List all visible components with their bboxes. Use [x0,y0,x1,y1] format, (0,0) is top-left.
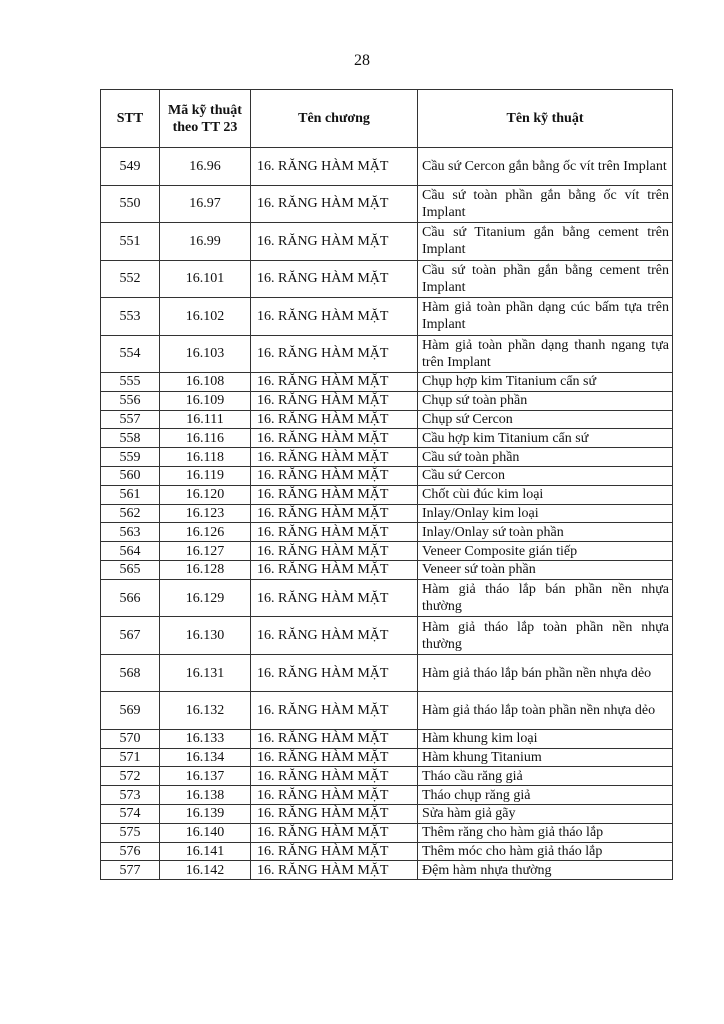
cell-code: 16.141 [160,842,251,861]
cell-chapter: 16. RĂNG HÀM MẶT [251,335,418,373]
cell-stt: 573 [101,786,160,805]
cell-code: 16.102 [160,298,251,336]
cell-code: 16.126 [160,523,251,542]
table-row [101,579,673,617]
cell-technique: Veneer Composite gián tiếp [418,542,673,561]
cell-chapter: 16. RĂNG HÀM MẶT [251,748,418,767]
cell-stt: 566 [101,579,160,617]
cell-chapter: 16. RĂNG HÀM MẶT [251,560,418,579]
cell-code: 16.138 [160,786,251,805]
cell-code: 16.111 [160,410,251,429]
cell-code: 16.108 [160,373,251,392]
cell-technique: Chốt cùi đúc kim loại [418,485,673,504]
cell-stt: 563 [101,523,160,542]
cell-stt: 552 [101,260,160,298]
cell-chapter: 16. RĂNG HÀM MẶT [251,373,418,392]
cell-code: 16.129 [160,579,251,617]
table-row [101,223,673,261]
table-row [101,504,673,523]
cell-technique: Cầu sứ Cercon gắn bằng ốc vít trên Implant [418,148,673,186]
cell-stt: 555 [101,373,160,392]
table-row [101,823,673,842]
cell-chapter: 16. RĂNG HÀM MẶT [251,692,418,730]
cell-technique: Inlay/Onlay kim loại [418,504,673,523]
cell-technique: Cầu sứ Cercon [418,466,673,485]
procedure-table [100,89,673,880]
table-header-row [101,90,673,148]
cell-technique: Sửa hàm giả gãy [418,804,673,823]
cell-chapter: 16. RĂNG HÀM MẶT [251,654,418,692]
table-row [101,485,673,504]
table-row [101,466,673,485]
cell-technique: Thêm răng cho hàm giả tháo lắp [418,823,673,842]
cell-chapter: 16. RĂNG HÀM MẶT [251,260,418,298]
cell-chapter: 16. RĂNG HÀM MẶT [251,804,418,823]
cell-technique: Hàm giả tháo lắp toàn phần nền nhựa dẻo [418,692,673,730]
cell-stt: 571 [101,748,160,767]
cell-code: 16.119 [160,466,251,485]
table-row [101,298,673,336]
cell-stt: 575 [101,823,160,842]
table-row [101,335,673,373]
cell-chapter: 16. RĂNG HÀM MẶT [251,148,418,186]
table-row [101,260,673,298]
header-chapter: Tên chương [251,90,418,148]
cell-technique: Hàm giả toàn phần dạng thanh ngang tựa trên Implant [418,335,673,373]
cell-chapter: 16. RĂNG HÀM MẶT [251,542,418,561]
table-row [101,748,673,767]
cell-stt: 568 [101,654,160,692]
cell-chapter: 16. RĂNG HÀM MẶT [251,861,418,880]
cell-technique: Hàm giả tháo lắp toàn phần nền nhựa thường [418,617,673,655]
cell-technique: Hàm giả toàn phần dạng cúc bấm tựa trên Implant [418,298,673,336]
table-row [101,448,673,467]
cell-code: 16.134 [160,748,251,767]
table-row [101,804,673,823]
cell-code: 16.101 [160,260,251,298]
cell-chapter: 16. RĂNG HÀM MẶT [251,786,418,805]
cell-stt: 553 [101,298,160,336]
table-row [101,560,673,579]
cell-stt: 562 [101,504,160,523]
cell-chapter: 16. RĂNG HÀM MẶT [251,448,418,467]
table-row [101,429,673,448]
cell-code: 16.131 [160,654,251,692]
table-row [101,391,673,410]
cell-technique: Hàm khung Titanium [418,748,673,767]
cell-technique: Hàm giả tháo lắp bán phần nền nhựa thường [418,579,673,617]
cell-stt: 558 [101,429,160,448]
cell-code: 16.140 [160,823,251,842]
cell-technique: Veneer sứ toàn phần [418,560,673,579]
cell-chapter: 16. RĂNG HÀM MẶT [251,523,418,542]
cell-technique: Tháo cầu răng giả [418,767,673,786]
header-stt: STT [101,90,160,148]
cell-code: 16.109 [160,391,251,410]
cell-stt: 574 [101,804,160,823]
cell-code: 16.130 [160,617,251,655]
cell-technique: Inlay/Onlay sứ toàn phần [418,523,673,542]
cell-technique: Cầu sứ toàn phần [418,448,673,467]
cell-chapter: 16. RĂNG HÀM MẶT [251,767,418,786]
cell-technique: Chụp sứ toàn phần [418,391,673,410]
table-row [101,729,673,748]
cell-stt: 577 [101,861,160,880]
cell-code: 16.137 [160,767,251,786]
cell-code: 16.139 [160,804,251,823]
cell-stt: 549 [101,148,160,186]
table-row [101,767,673,786]
table-row [101,861,673,880]
cell-chapter: 16. RĂNG HÀM MẶT [251,485,418,504]
cell-code: 16.142 [160,861,251,880]
cell-stt: 551 [101,223,160,261]
header-technique: Tên kỹ thuật [418,90,673,148]
table-row [101,692,673,730]
table-row [101,654,673,692]
cell-code: 16.96 [160,148,251,186]
cell-technique: Thêm móc cho hàm giả tháo lắp [418,842,673,861]
cell-chapter: 16. RĂNG HÀM MẶT [251,579,418,617]
cell-stt: 576 [101,842,160,861]
cell-stt: 567 [101,617,160,655]
table-row [101,185,673,223]
cell-technique: Hàm khung kim loại [418,729,673,748]
cell-code: 16.99 [160,223,251,261]
cell-code: 16.120 [160,485,251,504]
cell-code: 16.133 [160,729,251,748]
cell-chapter: 16. RĂNG HÀM MẶT [251,823,418,842]
cell-technique: Chụp sứ Cercon [418,410,673,429]
header-code: Mã kỹ thuật theo TT 23 [160,90,251,148]
cell-technique: Chụp hợp kim Titanium cẩn sứ [418,373,673,392]
page-number: 28 [354,52,370,69]
cell-code: 16.118 [160,448,251,467]
table-row [101,523,673,542]
cell-code: 16.128 [160,560,251,579]
cell-chapter: 16. RĂNG HÀM MẶT [251,410,418,429]
cell-stt: 570 [101,729,160,748]
cell-chapter: 16. RĂNG HÀM MẶT [251,223,418,261]
table-row [101,148,673,186]
cell-chapter: 16. RĂNG HÀM MẶT [251,429,418,448]
cell-stt: 554 [101,335,160,373]
cell-technique: Tháo chụp răng giả [418,786,673,805]
cell-technique: Đệm hàm nhựa thường [418,861,673,880]
cell-chapter: 16. RĂNG HÀM MẶT [251,298,418,336]
cell-technique: Cầu sứ toàn phần gắn bằng cement trên Implant [418,260,673,298]
cell-technique: Cầu sứ Titanium gắn bằng cement trên Implant [418,223,673,261]
table-row [101,786,673,805]
cell-technique: Cầu hợp kim Titanium cẩn sứ [418,429,673,448]
cell-stt: 557 [101,410,160,429]
cell-code: 16.103 [160,335,251,373]
cell-stt: 559 [101,448,160,467]
cell-chapter: 16. RĂNG HÀM MẶT [251,466,418,485]
cell-chapter: 16. RĂNG HÀM MẶT [251,842,418,861]
cell-stt: 550 [101,185,160,223]
table-row [101,373,673,392]
cell-stt: 560 [101,466,160,485]
cell-stt: 561 [101,485,160,504]
cell-technique: Cầu sứ toàn phần gắn bằng ốc vít trên Implant [418,185,673,223]
cell-stt: 564 [101,542,160,561]
cell-chapter: 16. RĂNG HÀM MẶT [251,617,418,655]
cell-stt: 572 [101,767,160,786]
cell-stt: 565 [101,560,160,579]
cell-code: 16.132 [160,692,251,730]
cell-code: 16.127 [160,542,251,561]
cell-chapter: 16. RĂNG HÀM MẶT [251,391,418,410]
table-body [101,148,673,880]
table-row [101,842,673,861]
table-row [101,617,673,655]
cell-stt: 556 [101,391,160,410]
cell-code: 16.123 [160,504,251,523]
table-row [101,542,673,561]
table-row [101,410,673,429]
cell-chapter: 16. RĂNG HÀM MẶT [251,504,418,523]
cell-technique: Hàm giả tháo lắp bán phần nền nhựa dẻo [418,654,673,692]
cell-code: 16.116 [160,429,251,448]
cell-stt: 569 [101,692,160,730]
cell-chapter: 16. RĂNG HÀM MẶT [251,185,418,223]
cell-chapter: 16. RĂNG HÀM MẶT [251,729,418,748]
cell-code: 16.97 [160,185,251,223]
